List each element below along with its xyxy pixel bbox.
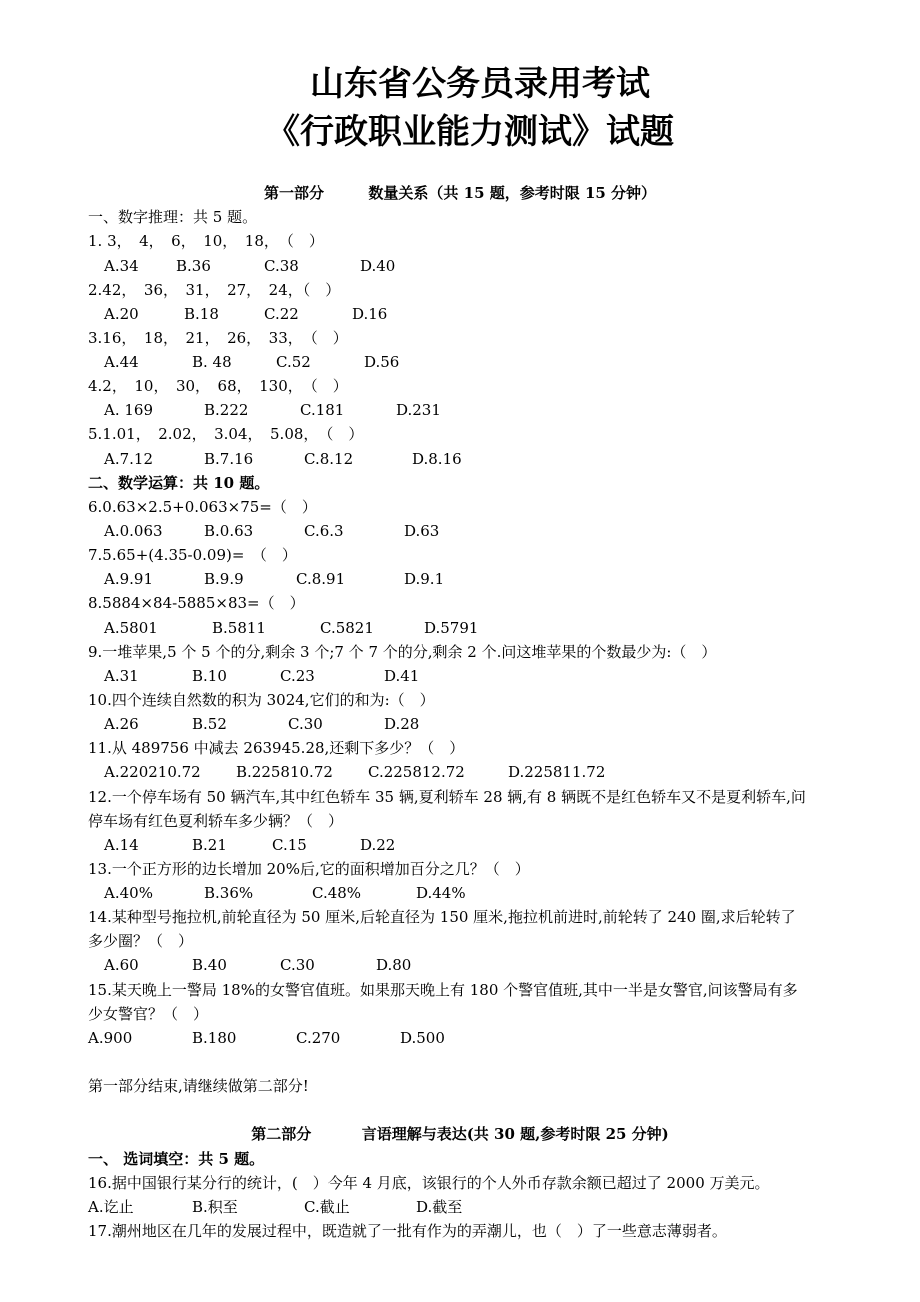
q8-option-d: D.5791 <box>424 619 479 637</box>
q13-option-c: C.48% <box>312 884 362 902</box>
page-subtitle: 《行政职业能力测试》试题 <box>266 112 674 152</box>
q11-option-a: A.220210.72 <box>104 763 201 781</box>
q10-option-b: B.52 <box>192 715 227 733</box>
part2-subsection-1: 一、 选词填空：共 5 题。 <box>88 1150 265 1168</box>
q2-option-c: C.22 <box>264 305 299 323</box>
q2-option-d: D.16 <box>352 305 388 323</box>
question-15: 15.某天晚上一警局 18%的女警官值班。如果那天晚上有 180 个警官值班,其中一半是女警官,问该警局有多 <box>88 981 798 999</box>
q14-option-d: D.80 <box>376 956 412 974</box>
q8-option-a: A.5801 <box>104 619 158 637</box>
q7-option-b: B.9.9 <box>204 570 244 588</box>
q11-option-c: C.225812.72 <box>368 763 465 781</box>
q14-option-b: B.40 <box>192 956 227 974</box>
question-8: 8.5884×84-5885×83=（ ） <box>88 594 305 612</box>
q13-option-a: A.40% <box>104 884 153 902</box>
q3-option-b: B. 48 <box>192 353 232 371</box>
q12-option-a: A.14 <box>104 836 139 854</box>
question-14: 14.某种型号拖拉机,前轮直径为 50 厘米,后轮直径为 150 厘米,拖拉机前进时,前轮转了 240 圈,求后轮转了 <box>88 908 796 926</box>
q1-option-c: C.38 <box>264 257 299 275</box>
question-12-cont: 停车场有红色夏利轿车多少辆？（ ） <box>88 812 344 830</box>
q8-option-b: B.5811 <box>212 619 266 637</box>
question-12: 12.一个停车场有 50 辆汽车,其中红色轿车 35 辆,夏利轿车 28 辆,有 8 辆既不是红色轿车又不是夏利轿车,问 <box>88 788 806 806</box>
question-1: 1. 3， 4， 6， 10， 18， （ ） <box>88 232 324 250</box>
q13-option-b: B.36% <box>204 884 254 902</box>
question-10: 10.四个连续自然数的积为 3024,它们的和为:（ ） <box>88 691 435 709</box>
q11-option-d: D.225811.72 <box>508 763 606 781</box>
q10-option-d: D.28 <box>384 715 420 733</box>
q9-option-d: D.41 <box>384 667 420 685</box>
q3-option-a: A.44 <box>104 353 139 371</box>
question-15-cont: 少女警官？（ ） <box>88 1005 209 1023</box>
q7-option-a: A.9.91 <box>104 570 153 588</box>
q6-option-b: B.0.63 <box>204 522 254 540</box>
question-17: 17.潮州地区在几年的发展过程中，既造就了一批有作为的弄潮儿，也（ ）了一些意志薄弱者。 <box>88 1222 727 1240</box>
question-11: 11.从 489756 中减去 263945.28,还剩下多少？（ ） <box>88 739 465 757</box>
q12-option-b: B.21 <box>192 836 227 854</box>
q16-option-a: A.讫止 <box>88 1198 134 1216</box>
q1-option-a: A.34 <box>104 257 139 275</box>
q8-option-c: C.5821 <box>320 619 374 637</box>
q6-option-a: A.0.063 <box>104 522 163 540</box>
q15-option-b: B.180 <box>192 1029 237 1047</box>
q12-option-c: C.15 <box>272 836 307 854</box>
q16-option-b: B.积至 <box>192 1198 238 1216</box>
q7-option-c: C.8.91 <box>296 570 346 588</box>
question-16: 16.据中国银行某分行的统计，( ）今年 4 月底，该银行的个人外币存款余额已超过了 2000 万美元。 <box>88 1174 770 1192</box>
q9-option-c: C.23 <box>280 667 315 685</box>
part2-heading <box>0 1123 920 1145</box>
part1-heading-a: 第一部分 <box>263 184 324 202</box>
q3-option-d: D.56 <box>364 353 400 371</box>
q2-option-b: B.18 <box>184 305 219 323</box>
question-5: 5.1.01， 2.02， 3.04， 5.08， （ ） <box>88 425 364 443</box>
question-3: 3.16， 18， 21， 26， 33， （ ） <box>88 329 348 347</box>
q4-option-d: D.231 <box>396 401 441 419</box>
q7-option-d: D.9.1 <box>404 570 445 588</box>
part1-subsection-2: 二、数学运算：共 10 题。 <box>88 474 270 492</box>
q5-option-a: A.7.12 <box>104 450 153 468</box>
q6-option-c: C.6.3 <box>304 522 344 540</box>
q4-option-b: B.222 <box>204 401 249 419</box>
q5-option-c: C.8.12 <box>304 450 354 468</box>
q15-option-c: C.270 <box>296 1029 341 1047</box>
q12-option-d: D.22 <box>360 836 396 854</box>
part1-subsection-1: 一、数字推理：共 5 题。 <box>88 208 258 226</box>
q6-option-d: D.63 <box>404 522 440 540</box>
question-7: 7.5.65+(4.35-0.09)= （ ） <box>88 546 297 564</box>
q13-option-d: D.44% <box>416 884 466 902</box>
question-13: 13.一个正方形的边长增加 20%后,它的面积增加百分之几？（ ） <box>88 860 530 878</box>
q16-option-c: C.截止 <box>304 1198 350 1216</box>
q9-option-b: B.10 <box>192 667 227 685</box>
q15-option-a: A.900 <box>88 1029 133 1047</box>
question-6: 6.0.63×2.5+0.063×75=（ ） <box>88 498 317 516</box>
question-14-cont: 多少圈？（ ） <box>88 932 194 950</box>
q10-option-c: C.30 <box>288 715 323 733</box>
question-9: 9.一堆苹果,5 个 5 个的分,剩余 3 个;7 个 7 个的分,剩余 2 个.问这堆苹果的个数最少为:（ ） <box>88 643 717 661</box>
part2-heading-a: 第二部分 <box>251 1125 312 1143</box>
q5-option-b: B.7.16 <box>204 450 254 468</box>
q4-option-a: A. 169 <box>104 401 153 419</box>
q3-option-c: C.52 <box>276 353 311 371</box>
q10-option-a: A.26 <box>104 715 139 733</box>
part1-heading-b: 数量关系（共 15 题，参考时限 15 分钟） <box>368 184 657 202</box>
q15-option-d: D.500 <box>400 1029 445 1047</box>
q9-option-a: A.31 <box>104 667 139 685</box>
question-4: 4.2， 10， 30， 68， 130， （ ） <box>88 377 348 395</box>
q14-option-a: A.60 <box>104 956 139 974</box>
q4-option-c: C.181 <box>300 401 345 419</box>
q2-option-a: A.20 <box>104 305 139 323</box>
page-title: 山东省公务员录用考试 <box>310 64 650 104</box>
q16-option-d: D.截至 <box>416 1198 463 1216</box>
q1-option-d: D.40 <box>360 257 396 275</box>
part2-heading-b: 言语理解与表达(共 30 题,参考时限 25 分钟) <box>361 1125 669 1143</box>
q14-option-c: C.30 <box>280 956 315 974</box>
q1-option-b: B.36 <box>176 257 211 275</box>
q11-option-b: B.225810.72 <box>236 763 333 781</box>
question-2: 2.42， 36， 31， 27， 24，（ ） <box>88 281 341 299</box>
q5-option-d: D.8.16 <box>412 450 462 468</box>
part1-end-note: 第一部分结束,请继续做第二部分! <box>88 1077 309 1095</box>
part1-heading <box>0 182 920 204</box>
